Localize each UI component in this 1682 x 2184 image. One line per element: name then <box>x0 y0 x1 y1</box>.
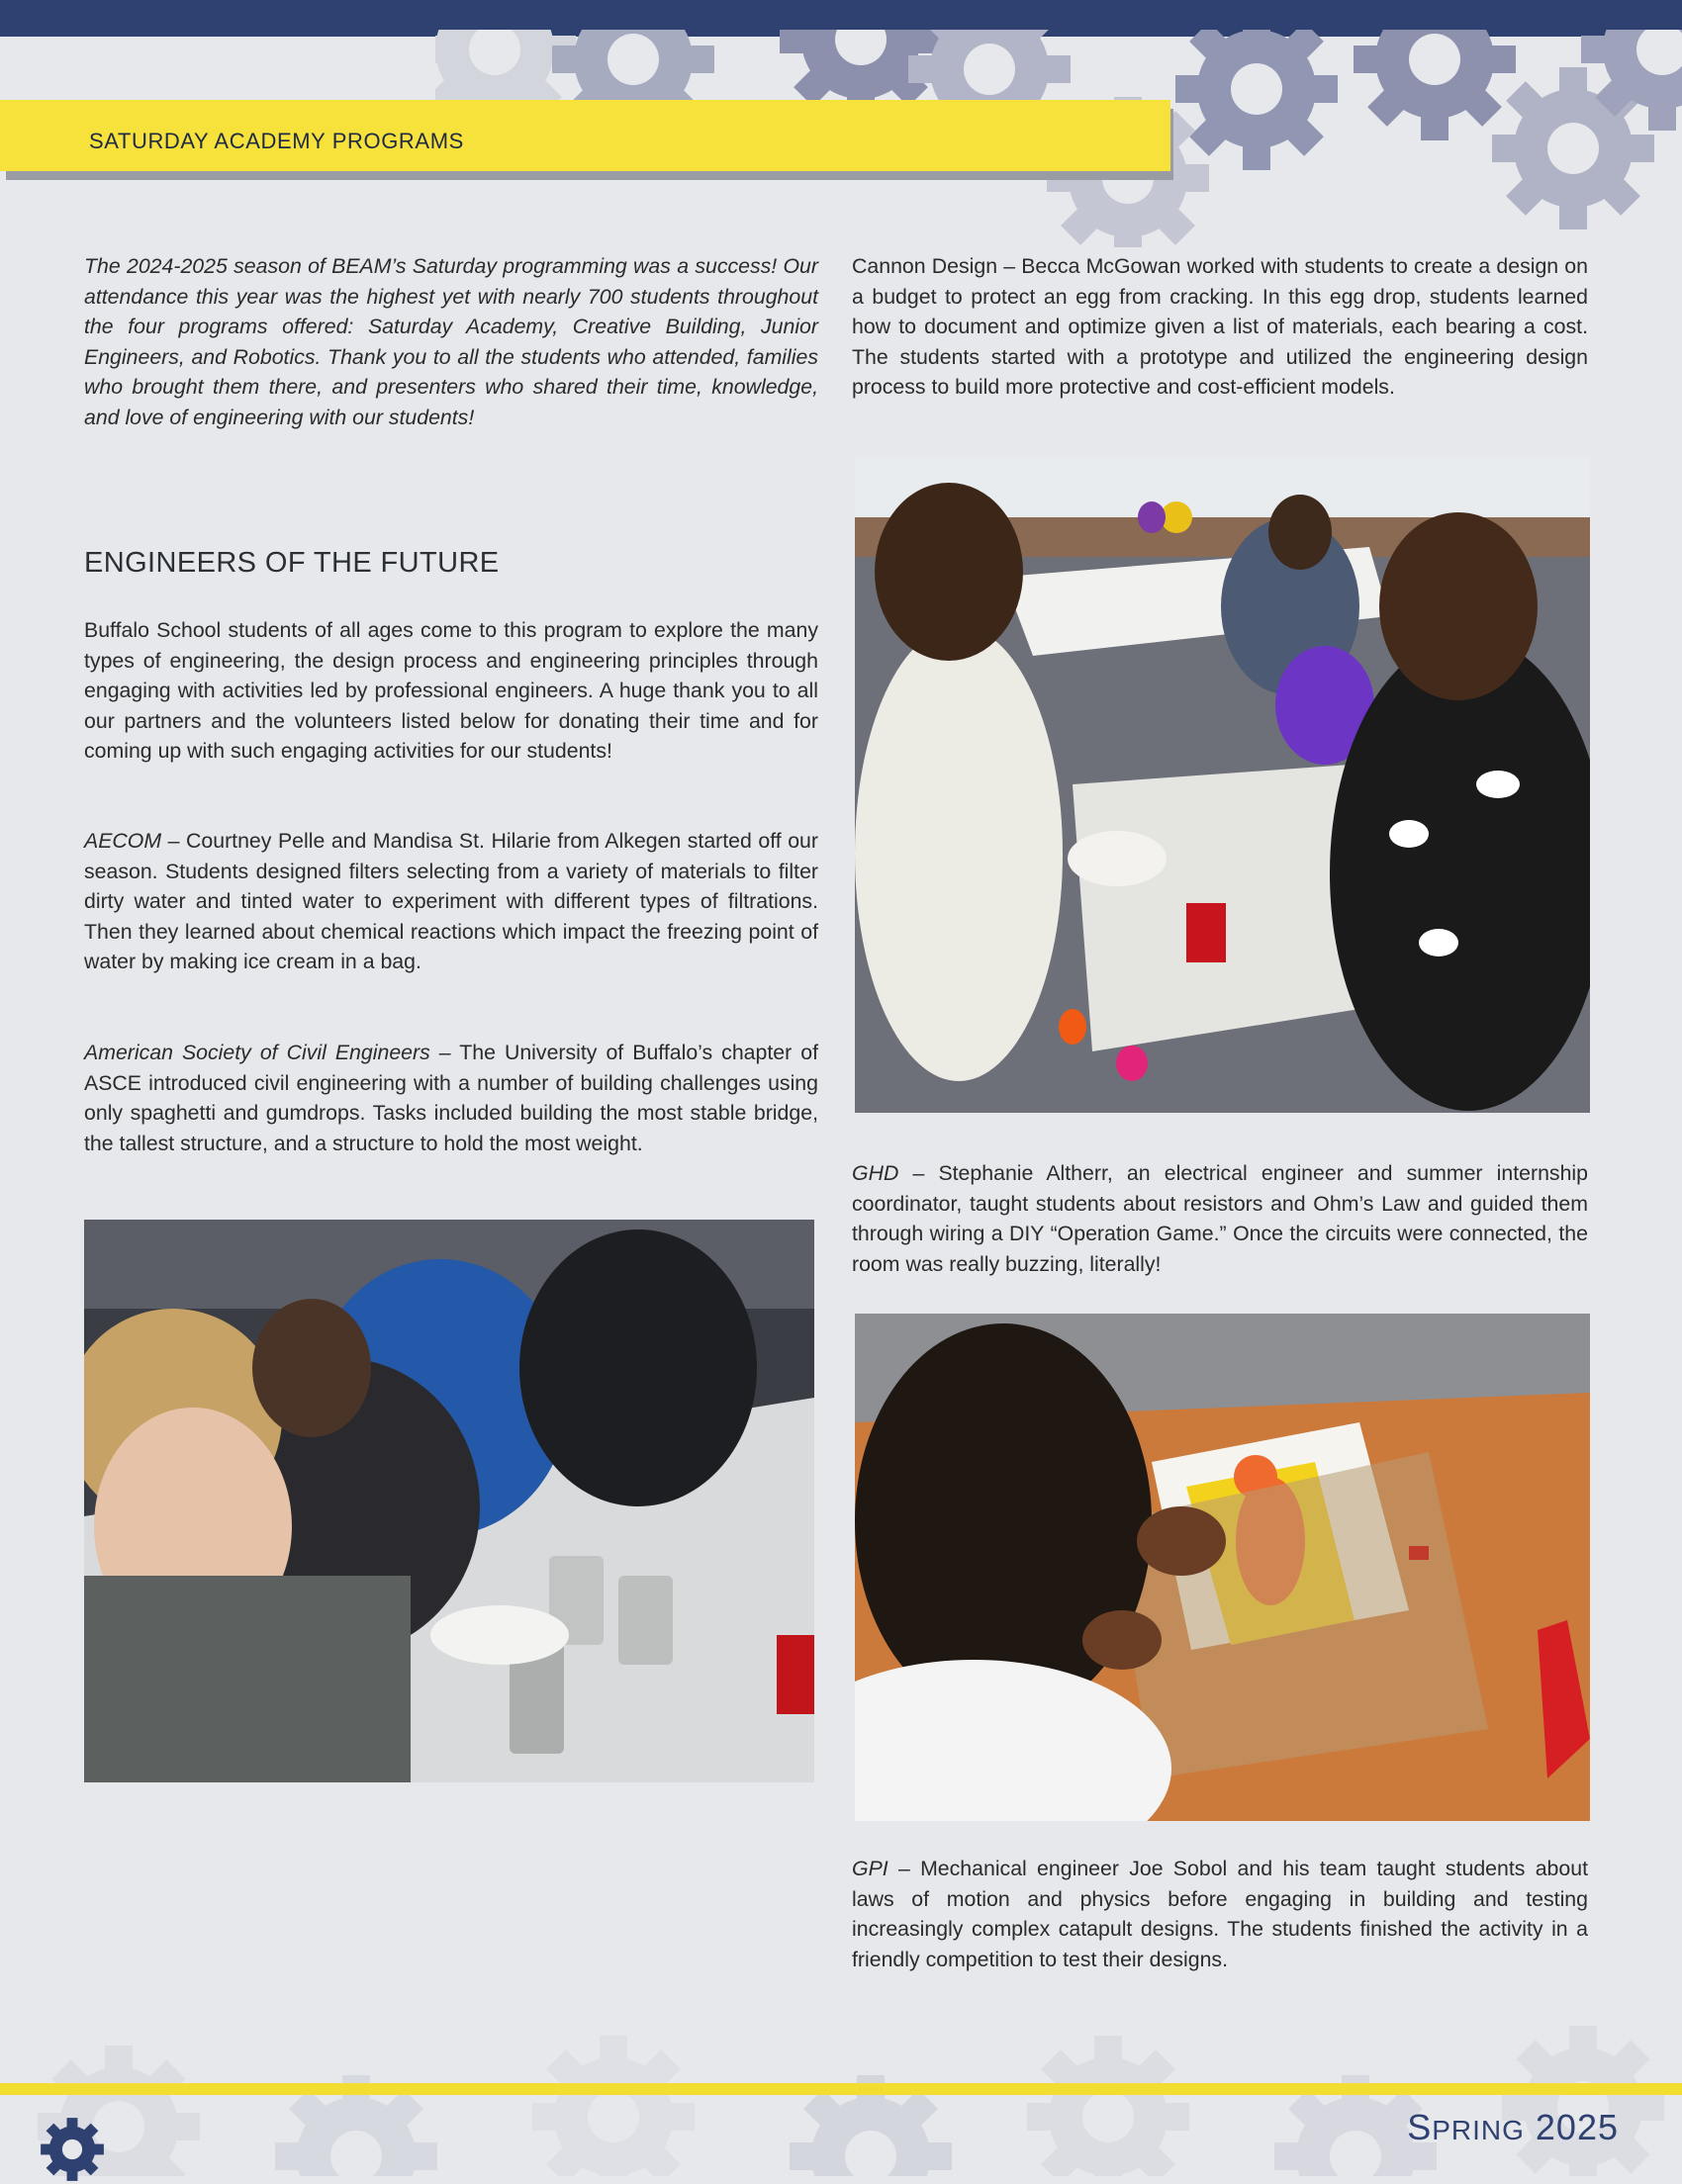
edition-year: 2025 <box>1535 2107 1619 2147</box>
photo-egg-drop <box>855 458 1590 1113</box>
partner-aecom <box>84 826 818 977</box>
section-label: SATURDAY ACADEMY PROGRAMS <box>89 129 464 153</box>
partner-name: AECOM <box>84 829 162 853</box>
partner-gpi <box>852 1854 1588 1974</box>
photo-filter-activity <box>84 1220 814 1782</box>
partner-name: GPI <box>852 1857 888 1880</box>
partner-description: – Courtney Pelle and Mandisa St. Hilarie from Alkegen started off our season. Students designed filters selecting from a variety of materials to filter dirty water and tinted water to experiment with different types of filtrations. Then they learned about chemical reactions which impact the freezing point of water by making ice cream in a bag. <box>84 829 818 973</box>
section-body: Buffalo School students of all ages come to this program to explore the many types of engineering, the design process and engineering principles through engaging with activities led by professional engineers. A huge thank you to all our partners and the volunteers listed below for donating their time and for coming up with such engaging activities for our students! <box>84 618 818 763</box>
partner-description: – The University of Buffalo’s chapter of ASCE introduced civil engineering with a number of building challenges using only spaghetti and gumdrops. Tasks included building the most stable bridge, the tallest structure, and a structure to hold the most weight. <box>84 1041 818 1155</box>
section-heading: ENGINEERS OF THE FUTURE <box>84 547 500 579</box>
footer-rule <box>0 2083 1682 2095</box>
partner-ghd <box>852 1158 1588 1279</box>
partner-description: – Mechanical engineer Joe Sobol and his team taught students about laws of motion and physics before engaging in building and testing increasingly complex catapult designs. The students finished the activity in a friendly competition to test their designs. <box>852 1857 1588 1971</box>
partner-asce <box>84 1038 818 1158</box>
photo-operation-game <box>855 1314 1590 1821</box>
partner-description: – Stephanie Altherr, an electrical engineer and summer internship coordinator, taught students about resistors and Ohm’s Law and guided them through wiring a DIY “Operation Game.” Once the circuits were connected, the room was really buzzing, literally! <box>852 1161 1588 1276</box>
partner-name: GHD <box>852 1161 899 1185</box>
footer-edition <box>1407 2107 1619 2148</box>
partner-cannon: Cannon Design – Becca McGowan worked with students to create a design on a budget to protect an egg from cracking. In this egg drop, students learned how to document and optimize given a list of materials, each bearing a cost. The students started with a prototype and utilized the engineering design process to build more protective and cost-efficient models. <box>852 254 1588 399</box>
season-initial: S <box>1407 2107 1433 2147</box>
season-rest: PRING <box>1432 2115 1525 2145</box>
intro-paragraph: The 2024-2025 season of BEAM’s Saturday programming was a success! Our attendance this year was the highest yet with nearly 700 students throughout the four programs offered: Saturday Academy, Creative Building, Junior Engineers, and Robotics. Thank you to all the students who attended, families who brought them there, and presenters who shared their time, knowledge, and love of engineering with our students! <box>84 254 818 429</box>
partner-name: American Society of Civil Engineers <box>84 1041 430 1064</box>
gear-logo-icon <box>38 2115 107 2184</box>
